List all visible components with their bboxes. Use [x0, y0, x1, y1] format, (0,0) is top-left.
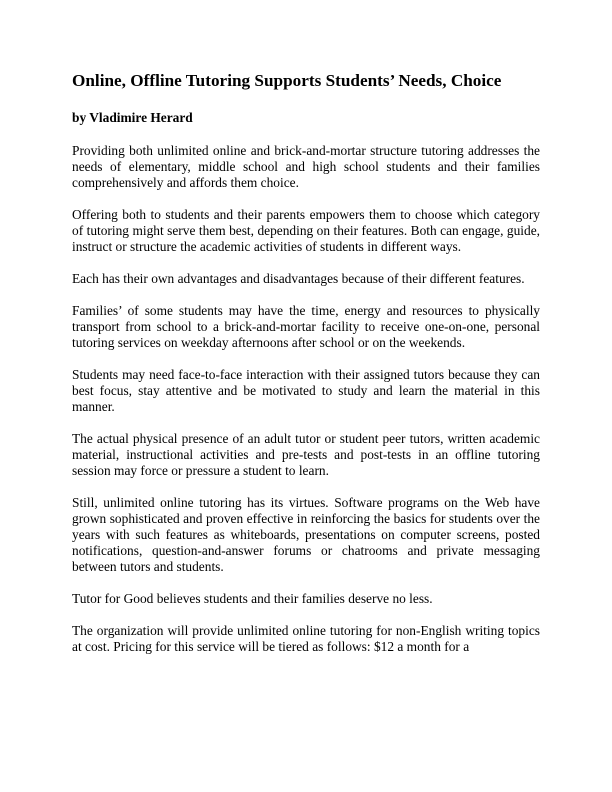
article-title: Online, Offline Tutoring Supports Students’ Needs, Choice	[72, 71, 502, 90]
article-body	[72, 70, 540, 655]
paragraph-3: Each has their own advantages and disadvantages because of their different features.	[72, 271, 525, 286]
paragraph-2: Offering both to students and their parents empowers them to choose which category of tutoring might serve them best, depending on their features. Both can engage, guide, instruct or structure the academic activities of students in different ways.	[72, 207, 540, 254]
paragraph-1: Providing both unlimited online and brick-and-mortar structure tutoring addresses the needs of elementary, middle school and high school students and their families comprehensively and affords them choice.	[72, 143, 540, 190]
paragraph-4: Families’ of some students may have the time, energy and resources to physically transport from school to a brick-and-mortar facility to receive one-on-one, personal tutoring services on weekday afternoons after school or on the weekends.	[72, 303, 540, 350]
paragraph-6: The actual physical presence of an adult tutor or student peer tutors, written academic material, instructional activities and pre-tests and post-tests in an offline tutoring session may force or pressure a student to learn.	[72, 431, 540, 478]
paragraph-8: Tutor for Good believes students and their families deserve no less.	[72, 591, 433, 606]
paragraph-5: Students may need face-to-face interaction with their assigned tutors because they can best focus, stay attentive and be motivated to study and learn the material in this manner.	[72, 367, 540, 414]
paragraph-7: Still, unlimited online tutoring has its virtues. Software programs on the Web have grown sophisticated and proven effective in reinforcing the basics for students over the years with such features as whiteboards, presentations on computer screens, posted notifications, question-and-answer forums or chatrooms and private messaging between tutors and students.	[72, 495, 540, 574]
article-byline: by Vladimire Herard	[72, 110, 193, 125]
paragraph-9: The organization will provide unlimited online tutoring for non-English writing topics at cost. Pricing for this service will be tiered as follows: $12 a month for a	[72, 623, 540, 654]
